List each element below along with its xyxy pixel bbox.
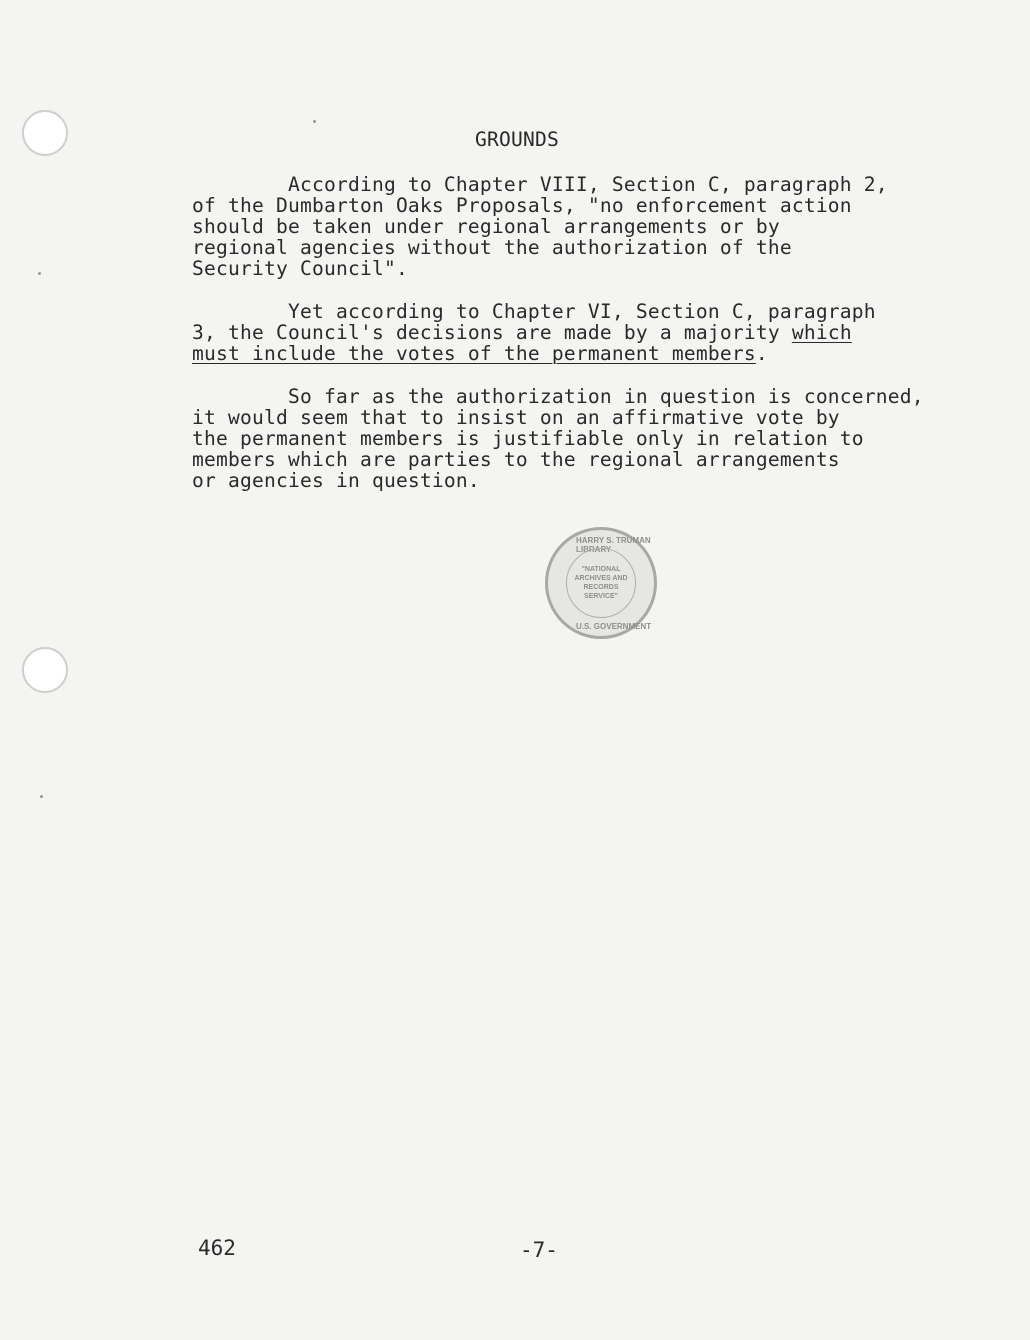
paragraph-2-line bbox=[192, 343, 768, 364]
paragraph-1-line: of the Dumbarton Oaks Proposals, "no enforcement action bbox=[192, 194, 852, 217]
paragraph-3-line: the permanent members is justifiable only in relation to bbox=[192, 427, 864, 450]
paragraph-3-line: it would seem that to insist on an affirmative vote by bbox=[192, 406, 840, 429]
paragraph-1-line: According to Chapter VIII, Section C, paragraph 2, bbox=[192, 173, 888, 196]
paragraph-1-line: should be taken under regional arrangements or by bbox=[192, 215, 780, 238]
stamp-center-text: "NATIONAL ARCHIVES AND RECORDS SERVICE" bbox=[574, 566, 628, 600]
punch-hole bbox=[22, 647, 68, 693]
page-number: -7- bbox=[520, 1238, 558, 1262]
underlined-text: must include the votes of the permanent members bbox=[192, 342, 756, 365]
document-heading: GROUNDS bbox=[475, 128, 559, 151]
stamp-bottom-text: U.S. GOVERNMENT bbox=[576, 622, 652, 631]
document-number: 462 bbox=[198, 1236, 236, 1260]
paragraph-3-line: So far as the authorization in question is concerned, bbox=[192, 385, 924, 408]
ink-speck bbox=[38, 272, 41, 275]
paragraph-2-line: Yet according to Chapter VI, Section C, paragraph bbox=[192, 300, 876, 323]
paragraph-3-line: or agencies in question. bbox=[192, 469, 480, 492]
paragraph-2-line bbox=[192, 322, 852, 343]
stamp-top-text: HARRY S. TRUMAN LIBRARY bbox=[576, 536, 651, 554]
ink-speck bbox=[40, 795, 43, 798]
paragraph-2-tail: . bbox=[755, 342, 768, 365]
ink-speck bbox=[313, 120, 316, 123]
paragraph-3-line: members which are parties to the regional arrangements bbox=[192, 448, 840, 471]
archive-stamp bbox=[545, 527, 657, 639]
punch-hole bbox=[22, 110, 68, 156]
stamp-center bbox=[566, 548, 636, 618]
paragraph-1-line: Security Council". bbox=[192, 257, 408, 280]
underlined-text: which bbox=[791, 321, 852, 344]
paragraph-1-line: regional agencies without the authorization of the bbox=[192, 236, 792, 259]
paragraph-2-text: 3, the Council's decisions are made by a majority bbox=[192, 321, 792, 344]
